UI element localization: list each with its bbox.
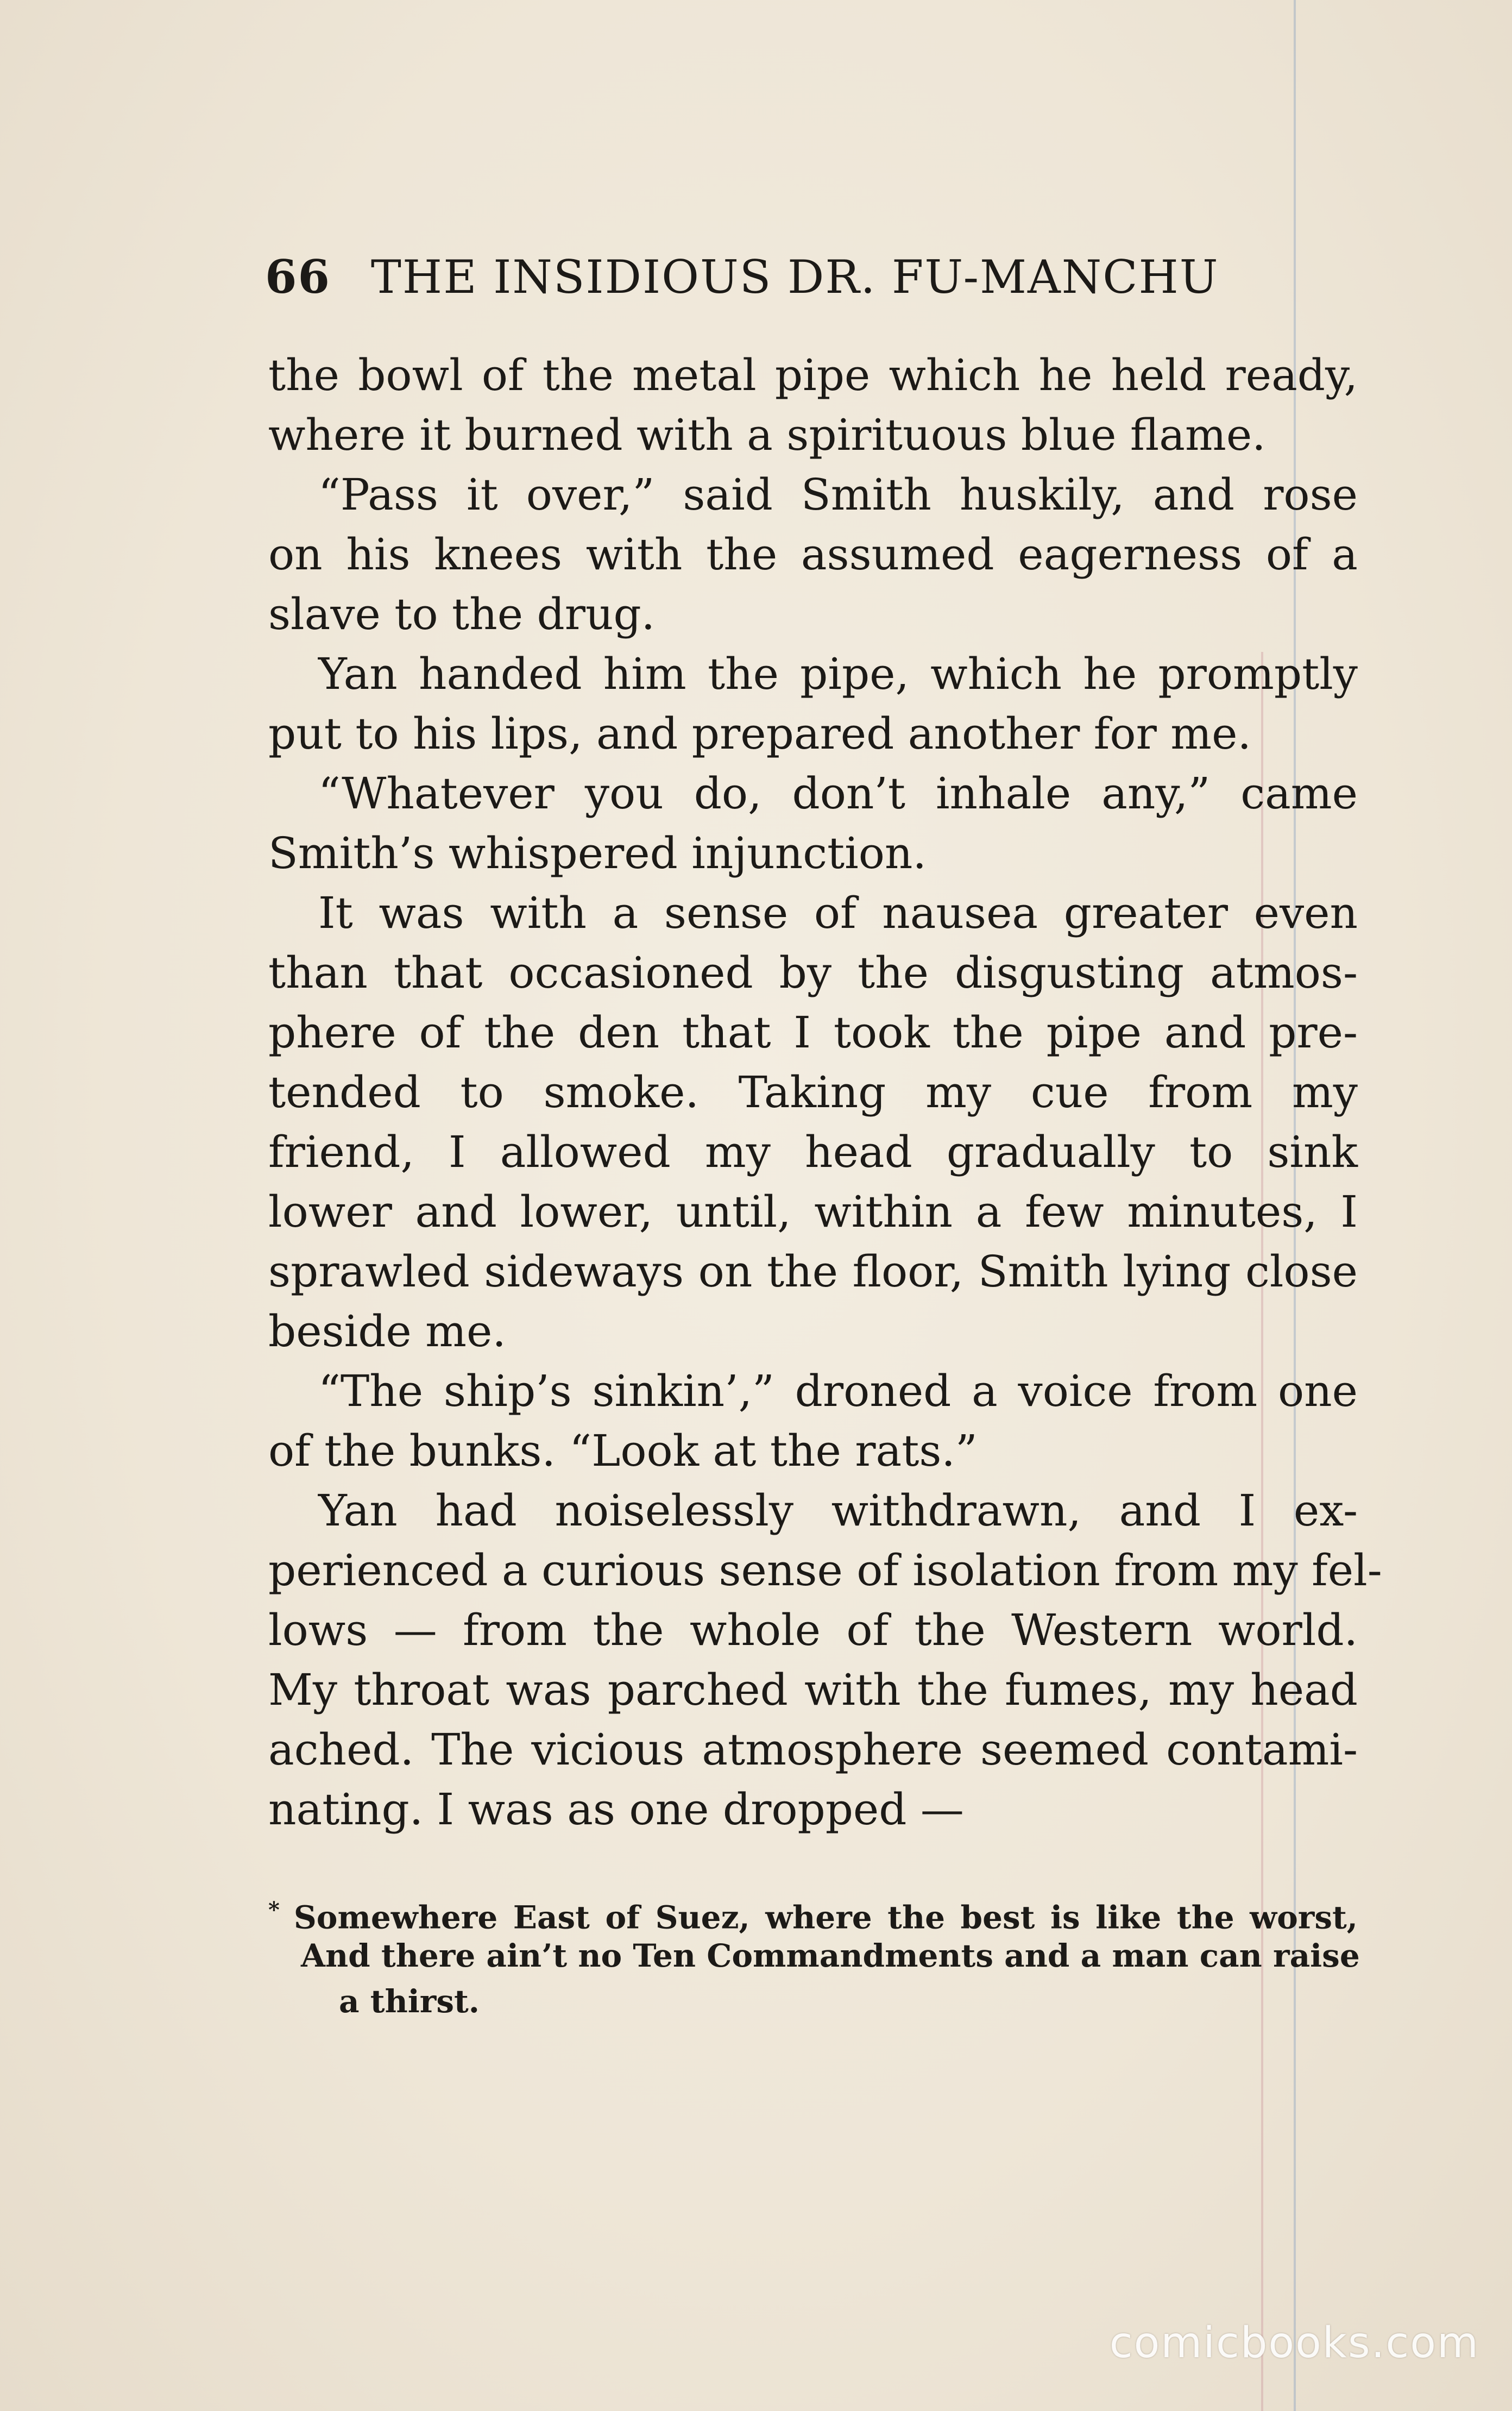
footnote-line <box>268 1887 1358 1936</box>
footnote-text: Somewhere East of Suez, where the best is like the worst, <box>293 1899 1358 1936</box>
text-line: sprawled sideways on the floor, Smith lying close <box>268 1246 1358 1297</box>
text-line: “Whatever you do, don’t inhale any,” came <box>318 768 1358 819</box>
text-line: perienced a curious sense of isolation from my fel- <box>268 1545 1382 1596</box>
text-line: where it burned with a spirituous blue flame. <box>268 410 1266 460</box>
text-line: on his knees with the assumed eagerness of a <box>268 529 1358 580</box>
text-line: put to his lips, and prepared another for me. <box>268 708 1251 759</box>
text-line: tended to smoke. Taking my cue from my <box>268 1067 1358 1117</box>
footnote <box>268 1887 1358 2024</box>
text-line: ached. The vicious atmosphere seemed contami- <box>268 1724 1358 1775</box>
text-line: the bowl of the metal pipe which he held ready, <box>268 350 1358 400</box>
text-line: lows — from the whole of the Western world. <box>268 1605 1358 1655</box>
text-line: friend, I allowed my head gradually to sink <box>268 1127 1358 1177</box>
text-line: My throat was parched with the fumes, my head <box>268 1665 1358 1715</box>
body-text <box>268 346 1382 1839</box>
text-line: phere of the den that I took the pipe and pre- <box>268 1007 1358 1058</box>
watermark-logo: comicbooks.com <box>1109 2319 1479 2368</box>
text-line: than that occasioned by the disgusting atmos- <box>268 947 1358 998</box>
footnote-line: And there ain’t no Ten Commandments and a man can raise <box>301 1937 1360 1974</box>
text-line: “The ship’s sinkin’,” droned a voice from one <box>318 1366 1358 1416</box>
footnote-line: a thirst. <box>339 1983 480 2020</box>
page-header <box>265 250 1275 310</box>
text-line: of the bunks. “Look at the rats.” <box>268 1426 978 1476</box>
text-line: It was with a sense of nausea greater even <box>318 888 1358 938</box>
footnote-marker: * <box>268 1897 280 1923</box>
text-line: Yan had noiselessly withdrawn, and I ex- <box>318 1485 1358 1536</box>
text-line: Smith’s whispered injunction. <box>268 828 927 878</box>
text-line: slave to the drug. <box>268 589 656 639</box>
page-number: 66 <box>265 250 331 304</box>
text-line: nating. I was as one dropped — <box>268 1784 964 1835</box>
text-line: lower and lower, until, within a few minutes, I <box>268 1186 1358 1237</box>
text-line: Yan handed him the pipe, which he promptly <box>318 649 1358 699</box>
running-head: THE INSIDIOUS DR. FU-MANCHU <box>370 250 1219 304</box>
text-line: “Pass it over,” said Smith huskily, and rose <box>318 469 1358 520</box>
text-line: beside me. <box>268 1306 506 1357</box>
